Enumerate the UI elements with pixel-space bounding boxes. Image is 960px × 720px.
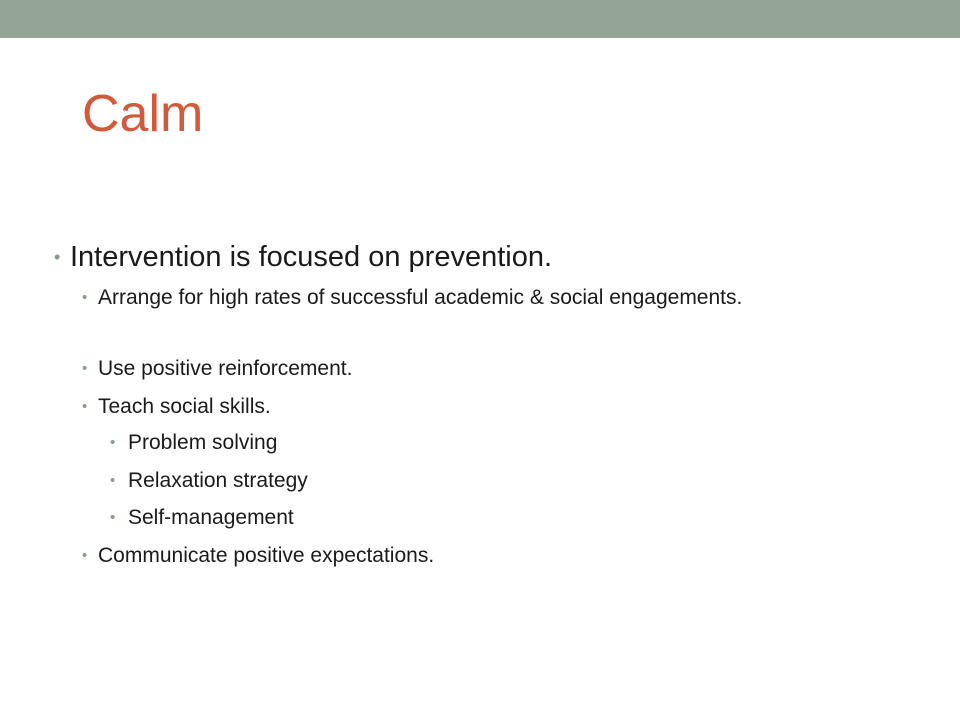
bullet-dot-icon: • bbox=[110, 509, 116, 526]
bullet-text: Relaxation strategy bbox=[128, 469, 308, 492]
bullet-dot-icon: • bbox=[54, 247, 61, 267]
bullet-dot-icon: • bbox=[82, 547, 88, 564]
bullet-dot-icon: • bbox=[82, 360, 88, 377]
bullet-dot-icon: • bbox=[82, 289, 88, 306]
bullet-text: Problem solving bbox=[128, 431, 278, 454]
bullet-text: Intervention is focused on prevention. bbox=[70, 241, 553, 273]
bullet-text: Self-management bbox=[128, 506, 294, 529]
bullet-text: Arrange for high rates of successful academic & social engagements. bbox=[98, 286, 743, 309]
bullet-text: Communicate positive expectations. bbox=[98, 544, 435, 567]
bullet-text: Use positive reinforcement. bbox=[98, 357, 353, 380]
bullet-dot-icon: • bbox=[82, 398, 88, 415]
bullet-text: Teach social skills. bbox=[98, 395, 271, 418]
bullet-dot-icon: • bbox=[110, 472, 116, 489]
slide-title: Calm bbox=[82, 85, 204, 143]
bullet-dot-icon: • bbox=[110, 434, 116, 451]
